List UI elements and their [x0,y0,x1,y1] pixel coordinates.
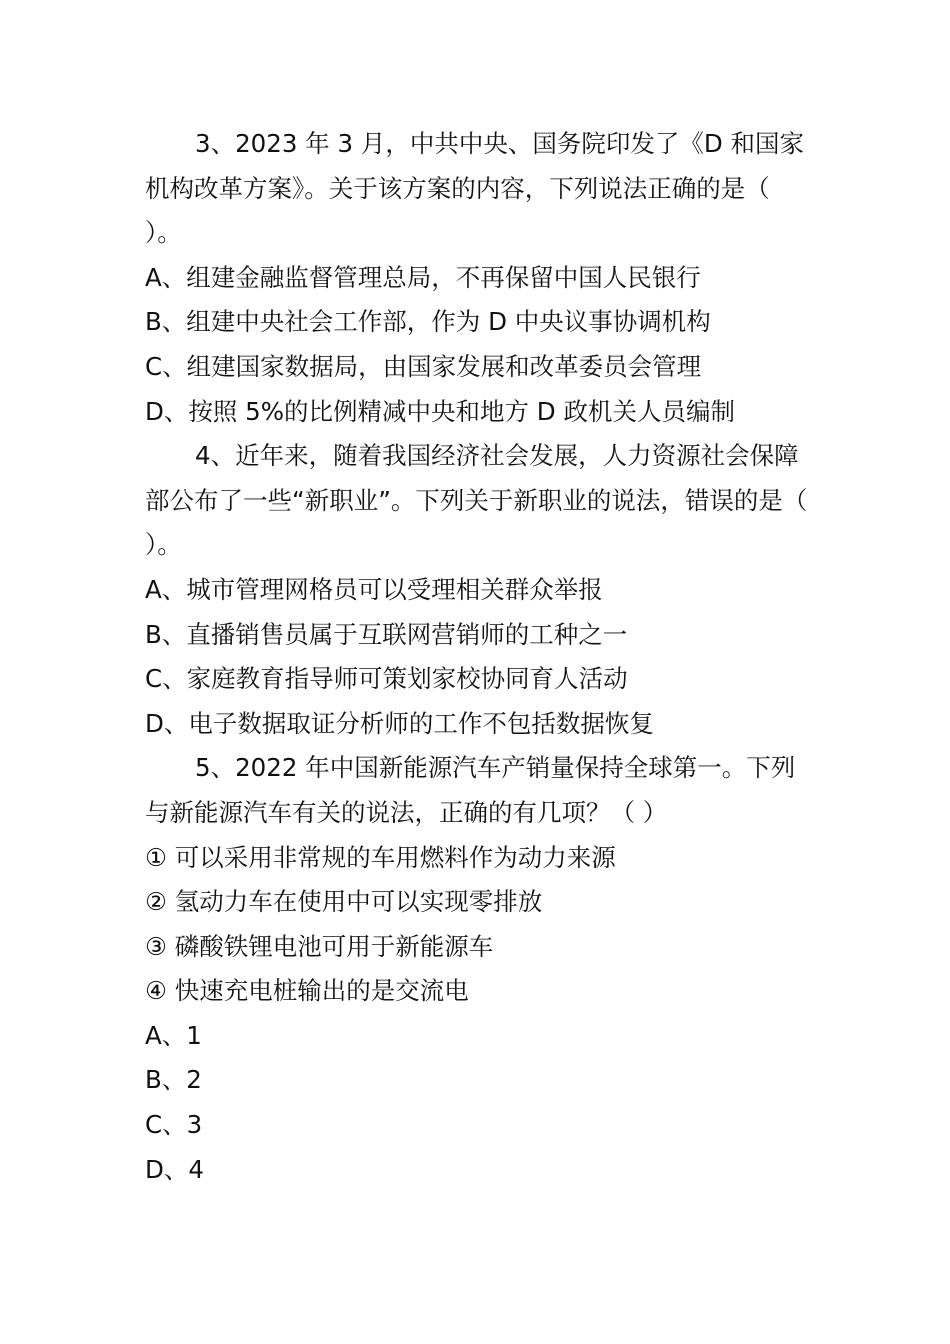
question-5-statement-4: ④ 快速充电桩输出的是交流电 [145,976,469,1006]
question-4-option-c: C、家庭教育指导师可策划家校协同育人活动 [145,664,628,694]
question-5-option-d: D、4 [145,1154,204,1184]
question-3-option-a: A、组建金融监督管理总局，不再保留中国人民银行 [145,262,701,292]
question-4-option-b: B、直播销售员属于互联网营销师的工种之一 [145,619,628,649]
question-5-option-a: A、1 [145,1020,202,1050]
question-3-option-b: B、组建中央社会工作部，作为 D 中央议事协调机构 [145,307,711,337]
question-5-statement-2: ② 氢动力车在使用中可以实现零排放 [145,887,543,917]
question-3-option-c: C、组建国家数据局，由国家发展和改革委员会管理 [145,351,702,381]
document-body [145,122,810,1192]
question-5-option-c: C、3 [145,1110,203,1140]
question-5-option-b: B、2 [145,1065,202,1095]
question-4-option-a: A、城市管理网格员可以受理相关群众举报 [145,574,603,604]
question-4-stem: 4、近年来，随着我国经济社会发展，人力资源社会保障部公布了一些“新职业”。下列关于新职业的说法，错误的是（ ）。 [145,441,808,560]
question-5-statement-3: ③ 磷酸铁锂电池可用于新能源车 [145,931,494,961]
question-4-option-d: D、电子数据取证分析师的工作不包括数据恢复 [145,708,654,738]
question-3-stem: 3、2023 年 3 月，中共中央、国务院印发了《D 和国家机构改革方案》。关于该方案的内容，下列说法正确的是（ ）。 [145,129,805,248]
question-5-statement-1: ① 可以采用非常规的车用燃料作为动力来源 [145,842,616,872]
question-5-stem: 5、2022 年中国新能源汽车产销量保持全球第一。下列与新能源汽车有关的说法，正确的有几项？（ ） [145,753,796,827]
question-3-option-d: D、按照 5%的比例精减中央和地方 D 政机关人员编制 [145,396,735,426]
